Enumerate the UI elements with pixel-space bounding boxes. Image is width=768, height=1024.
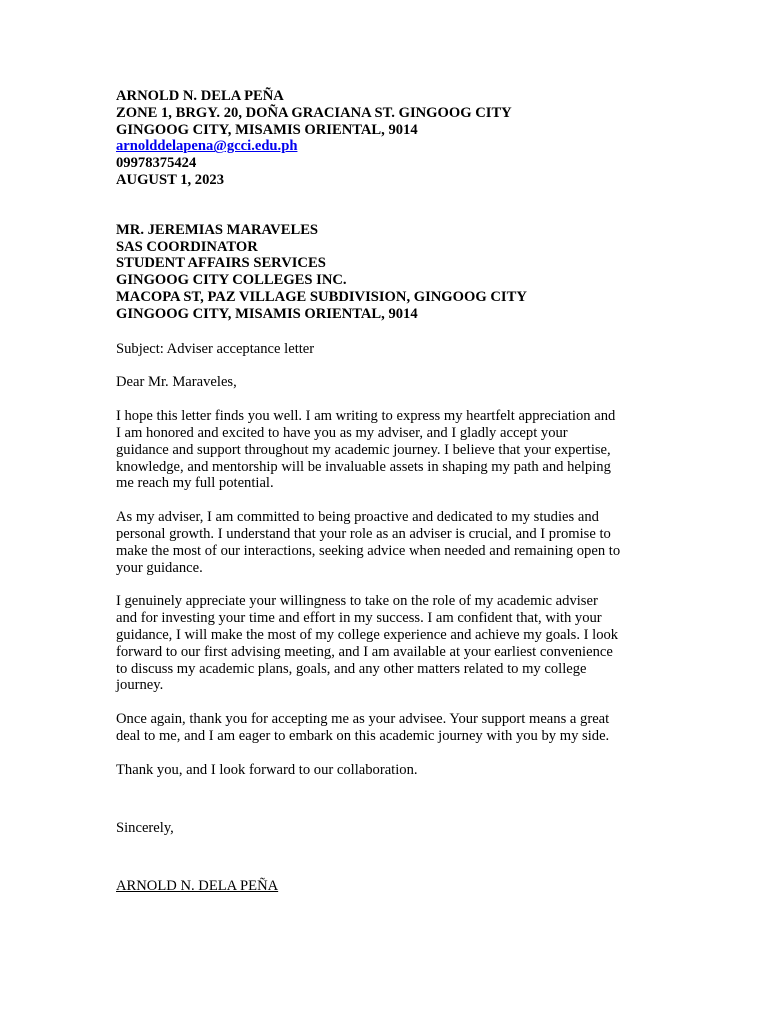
sender-block <box>116 88 656 189</box>
paragraph-line: to discuss my academic plans, goals, and any other matters related to my college <box>116 660 587 677</box>
body-paragraph-5 <box>116 762 656 779</box>
sender-phone: 09978375424 <box>116 155 197 172</box>
recipient-address-line2: GINGOOG CITY, MISAMIS ORIENTAL, 9014 <box>116 305 418 322</box>
paragraph-line: make the most of our interactions, seeking advice when needed and remaining open to <box>116 542 621 559</box>
paragraph-line: I am honored and excited to have you as my adviser, and I gladly accept your <box>116 424 568 441</box>
paragraph-line: I genuinely appreciate your willingness to take on the role of my academic adviser <box>116 593 598 610</box>
paragraph-line: forward to our first advising meeting, and I am available at your earliest convenience <box>116 643 613 660</box>
recipient-name: MR. JEREMIAS MARAVELES <box>116 221 319 238</box>
salutation <box>116 374 656 391</box>
sender-name: ARNOLD N. DELA PEÑA <box>116 88 284 104</box>
recipient-office: STUDENT AFFAIRS SERVICES <box>116 255 326 272</box>
sender-address-line1: ZONE 1, BRGY. 20, DOÑA GRACIANA ST. GINGOOG CITY <box>116 104 512 121</box>
recipient-institution: GINGOOG CITY COLLEGES INC. <box>116 272 347 289</box>
paragraph-line: deal to me, and I am eager to embark on this academic journey with you by my side. <box>116 727 610 744</box>
sender-address-line2: GINGOOG CITY, MISAMIS ORIENTAL, 9014 <box>116 121 418 138</box>
paragraph-line: your guidance. <box>116 559 203 576</box>
paragraph-line: Once again, thank you for accepting me as your advisee. Your support means a great <box>116 711 610 728</box>
sender-email-link[interactable]: arnolddelapena@gcci.edu.ph <box>116 138 298 155</box>
paragraph-line: I hope this letter finds you well. I am writing to express my heartfelt appreciation and <box>116 408 616 425</box>
signature-name <box>116 878 656 895</box>
paragraph-line: me reach my full potential. <box>116 475 274 492</box>
salutation-text: Dear Mr. Maraveles, <box>116 374 237 391</box>
paragraph-line: journey. <box>116 677 164 694</box>
recipient-title: SAS COORDINATOR <box>116 238 258 255</box>
paragraph-line: knowledge, and mentorship will be invaluable assets in shaping my path and helping <box>116 458 611 475</box>
paragraph-line: Thank you, and I look forward to our collaboration. <box>116 761 418 778</box>
body-paragraph-2 <box>116 509 656 576</box>
paragraph-line: guidance, I will make the most of my college experience and achieve my goals. I look <box>116 626 619 643</box>
body-paragraph-4 <box>116 711 656 745</box>
paragraph-line: guidance and support throughout my academic journey. I believe that your expertise, <box>116 441 611 458</box>
paragraph-line: personal growth. I understand that your role as an adviser is crucial, and I promise to <box>116 525 611 542</box>
paragraph-line: and for investing your time and effort in my success. I am confident that, with your <box>116 610 602 627</box>
subject-text: Subject: Adviser acceptance letter <box>116 340 315 357</box>
recipient-address-line1: MACOPA ST, PAZ VILLAGE SUBDIVISION, GINGOOG CITY <box>116 288 527 305</box>
signature-text: ARNOLD N. DELA PEÑA <box>116 878 279 895</box>
letter-page <box>116 88 656 895</box>
closing <box>116 820 656 837</box>
closing-text: Sincerely, <box>116 819 174 836</box>
body-paragraph-3 <box>116 593 656 694</box>
subject-line <box>116 341 656 358</box>
letter-date: AUGUST 1, 2023 <box>116 171 224 188</box>
body-paragraph-1 <box>116 408 656 492</box>
paragraph-line: As my adviser, I am committed to being proactive and dedicated to my studies and <box>116 509 599 526</box>
recipient-block <box>116 222 656 323</box>
